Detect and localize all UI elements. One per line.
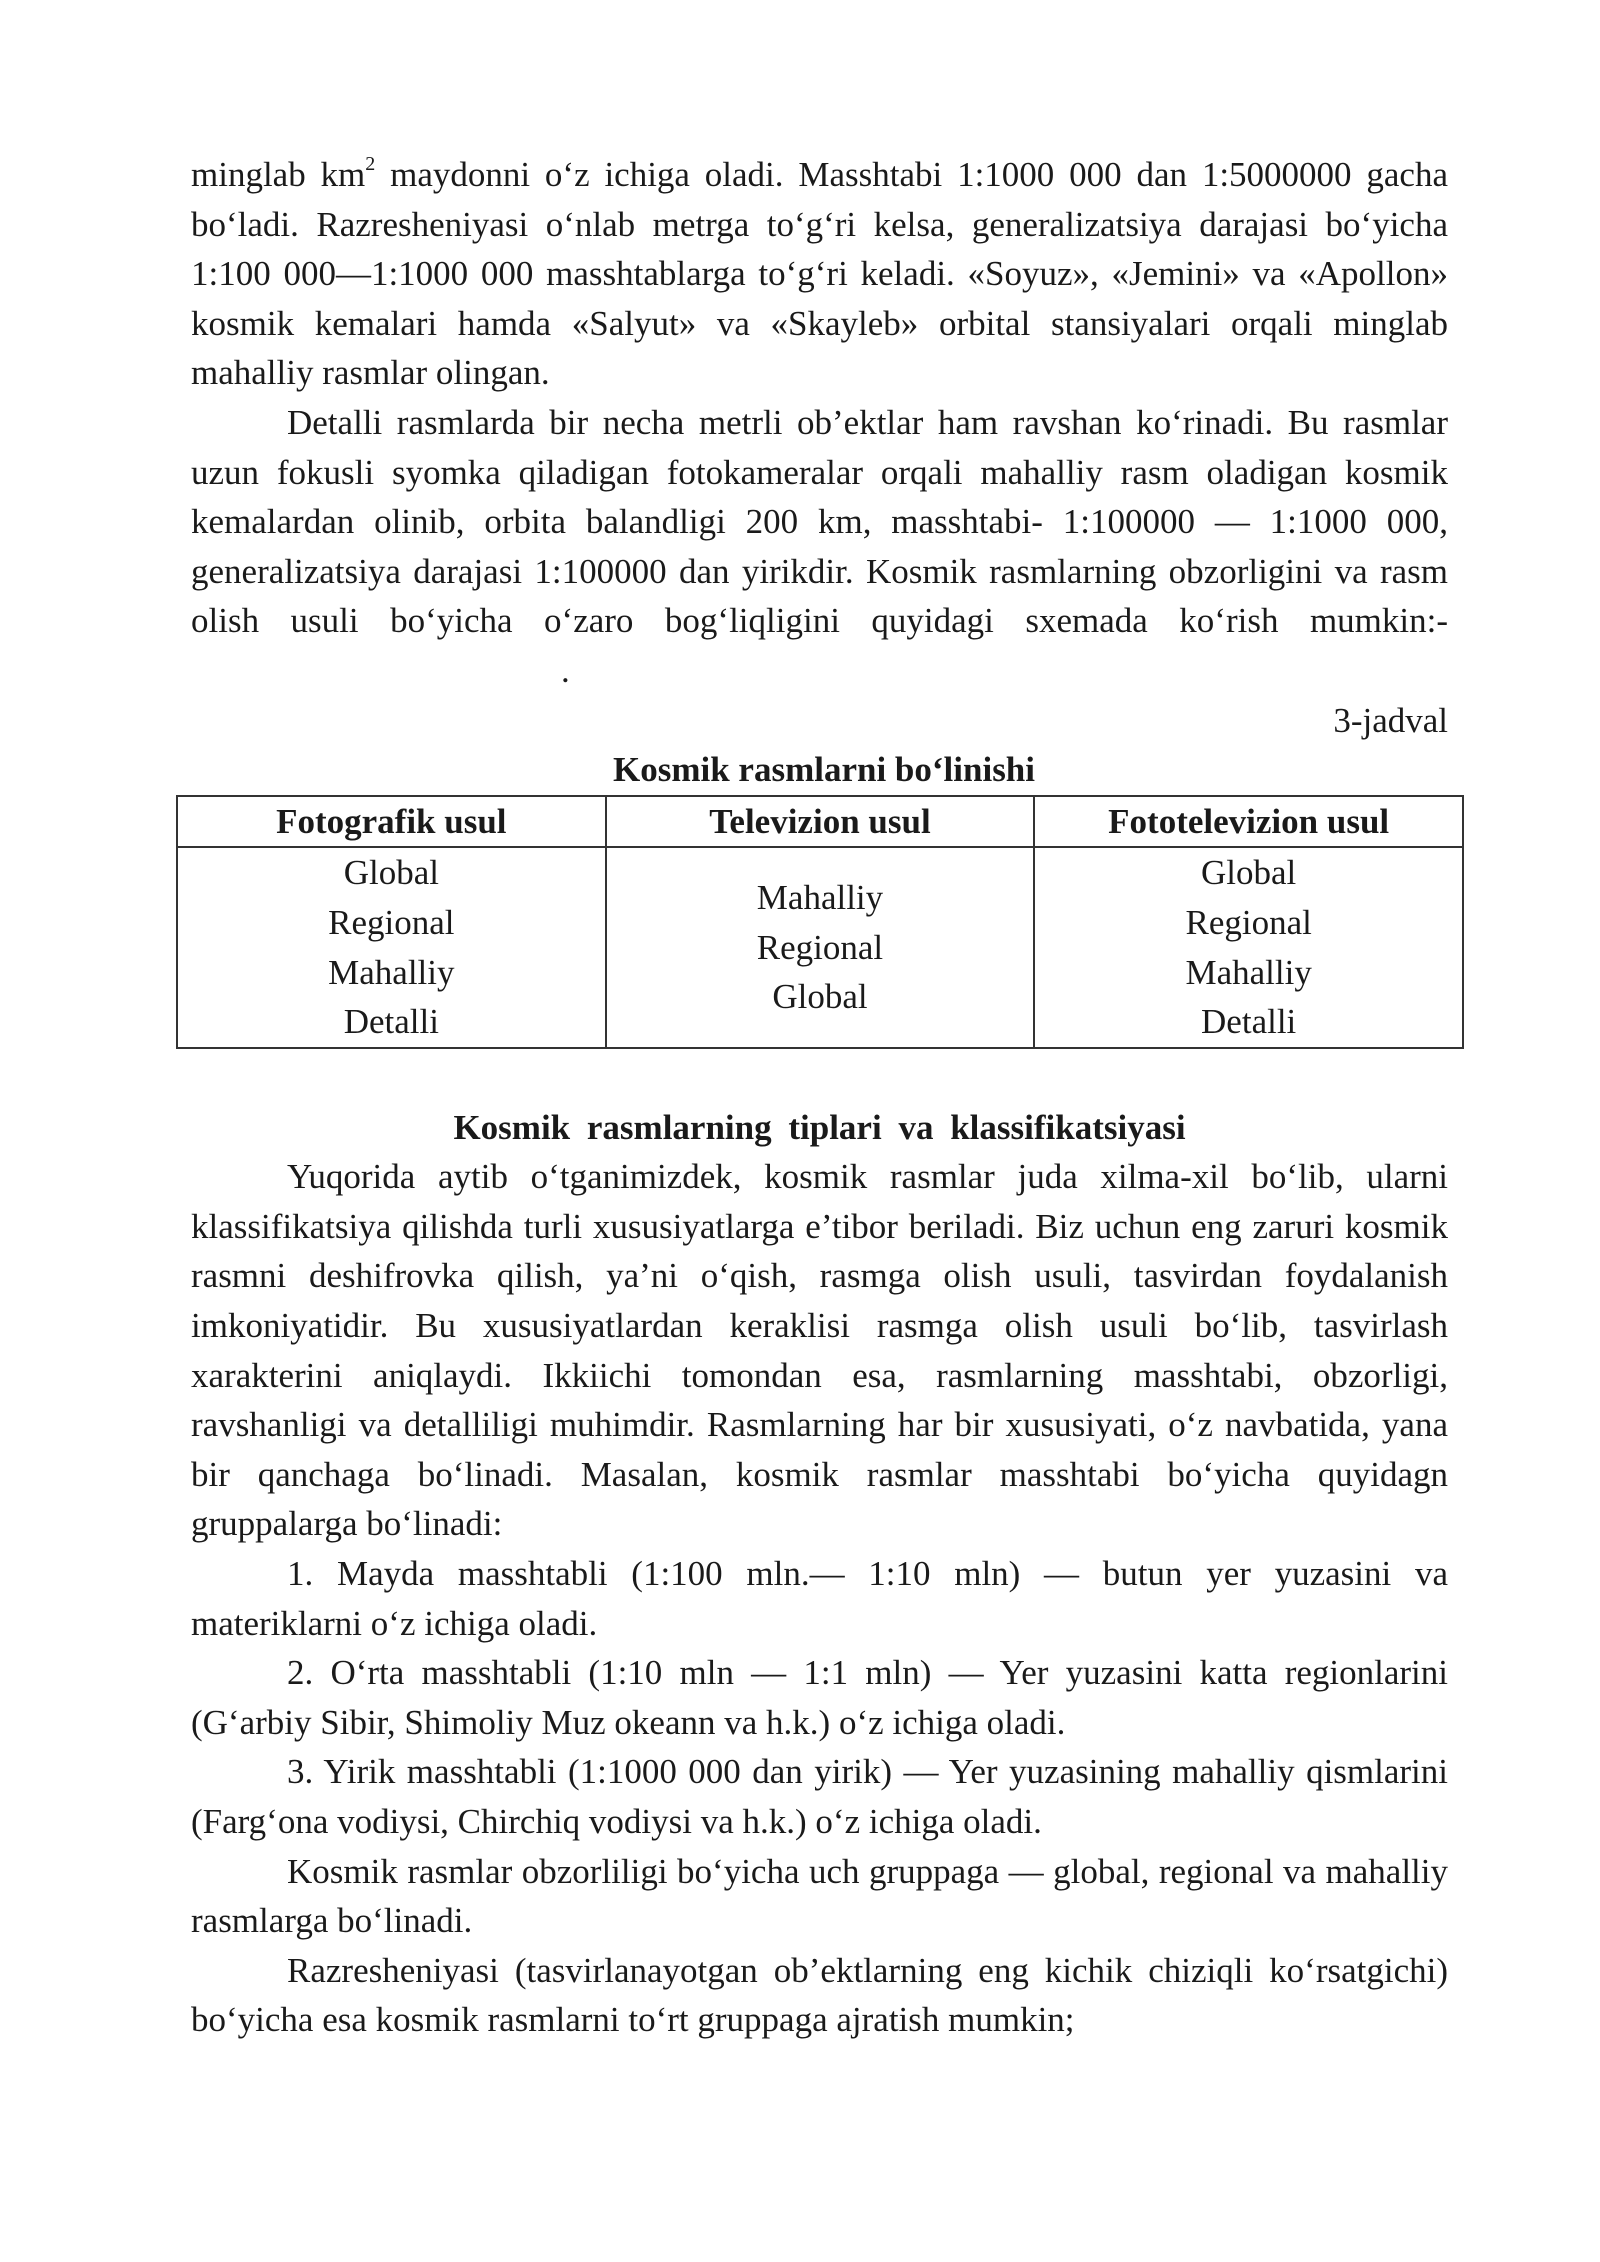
- paragraph-detalli: [191, 398, 1448, 696]
- cell-item: Global: [1201, 853, 1297, 893]
- section-heading: Kosmik rasmlarning tiplari va klassifikatsiyasi: [453, 1107, 1186, 1147]
- paragraph-intro-rest: maydonni o‘z ichiga oladi. Masshtabi 1:1000 000 dan 1:5000000 gacha bo‘ladi. Razresheniyasi o‘nlab metrga to‘g‘ri kelsa, generalizatsiya darajasi bo‘yicha 1:100 000—1:1000 000 masshtablarga to‘g‘ri keladi. «Soyuz», «Jemini» va «Apollon» kosmik kemalari hamda «Salyut» va «Skayleb» orbital stansiyalari orqali minglab mahalliy rasmlar olingan.: [191, 155, 1448, 393]
- cell-item: Mahalliy: [756, 878, 884, 918]
- classification-table: [176, 795, 1464, 1049]
- cell-item: Global: [343, 853, 439, 893]
- table-number: 3-jadval: [1333, 700, 1448, 740]
- paragraph-classification: Yuqorida aytib o‘tganimizdek, kosmik rasmlar juda xilma-xil bo‘lib, ularni klassifikatsiya qilishda turli xususiyatlarga e’tibor beriladi. Biz uchun eng zaruri kosmik rasmni deshifrovka qilish, ya’ni o‘qish, rasmga olish usuli, tasvirdan foydalanish imkoniyatidir. Bu xususiyatlardan keraklisi rasmga olish usuli bo‘lib, tasvirlash xarakterini aniqlaydi. Ikkiichi tomondan esa, rasmlarning masshtabi, obzorligi, ravshanligi va detalliligi muhimdir. Rasmlarning har bir xususiyati, o‘z navbatida, yana bir qanchaga bo‘linadi. Masalan, kosmik rasmlar masshtabi bo‘yicha quyidagn gruppalarga bo‘linadi:: [191, 1157, 1448, 1544]
- paragraph-razresheniya: Razresheniyasi (tasvirlanayotgan ob’ektlarning eng kichik chiziqli ko‘rsatgichi) bo‘yicha esa kosmik rasmlarni to‘rt gruppaga ajratish mumkin;: [191, 1950, 1448, 2040]
- cell-item: Mahalliy: [1185, 952, 1312, 992]
- list-item-orta: 2. O‘rta masshtabli (1:10 mln — 1:1 mln) — Yer yuzasini katta regionlarini (G‘arbiy Sibir, Shimoliy Muz okeann va h.k.) o‘z ichiga oladi.: [191, 1653, 1448, 1742]
- cell-item: Detalli: [1201, 1002, 1297, 1042]
- cell-item: Detalli: [343, 1002, 439, 1042]
- list-item-mayda: 1. Mayda masshtabli (1:100 mln.— 1:10 mln) — butun yer yuzasini va materiklarni o‘z ichiga oladi.: [191, 1554, 1448, 1643]
- table-header-fototelevizion: Fototelevizion usul: [1034, 796, 1463, 848]
- table-header-fotografik: Fotografik usul: [177, 796, 606, 848]
- table-cell-fototelevizion: [1034, 847, 1463, 1047]
- table-cell-televizion: [606, 847, 1035, 1047]
- paragraph-obzorlik: Kosmik rasmlar obzorliligi bo‘yicha uch gruppaga — global, regional va mahalliy rasmlarga bo‘linadi.: [191, 1851, 1448, 1941]
- table-title: Kosmik rasmlarni bo‘linishi: [612, 750, 1036, 790]
- paragraph-detalli-text: Detalli rasmlarda bir necha metrli ob’ektlar ham ravshan ko‘rinadi. Bu rasmlar uzun fokusli syomka qiladigan fotokameralar orqali mahalliy rasm oladigan kosmik kemalardan olinib, orbita balandligi 200 km, masshtabi- 1:100000 — 1:1000 000, generalizatsiya darajasi 1:100000 dan yirikdir. Kosmik rasmlarning obzorligini va rasm olish usuli bo‘yicha o‘zaro bog‘liqligini quyidagi sxemada ko‘rish mumkin:-: [191, 402, 1448, 641]
- paragraph-intro-start: minglab km: [191, 155, 366, 194]
- table-header-row: [177, 796, 1463, 848]
- document-page: [191, 150, 1448, 2045]
- paragraph-intro: [191, 150, 1448, 398]
- paragraph-detalli-tail: .: [561, 650, 570, 690]
- cell-item: Regional: [328, 902, 455, 942]
- superscript-2: 2: [365, 153, 376, 176]
- table-header-televizion: Televizion usul: [606, 796, 1035, 848]
- cell-item: Regional: [756, 927, 884, 967]
- list-item-yirik: 3. Yirik masshtabli (1:1000 000 dan yirik) — Yer yuzasining mahalliy qismlarini (Farg‘ona vodiysi, Chirchiq vodiysi va h.k.) o‘z ichiga oladi.: [191, 1752, 1448, 1841]
- table-cell-fotografik: [177, 847, 606, 1047]
- cell-item: Regional: [1185, 902, 1312, 942]
- table-row: [177, 847, 1463, 1047]
- cell-item: Mahalliy: [328, 952, 455, 992]
- cell-item: Global: [772, 977, 868, 1017]
